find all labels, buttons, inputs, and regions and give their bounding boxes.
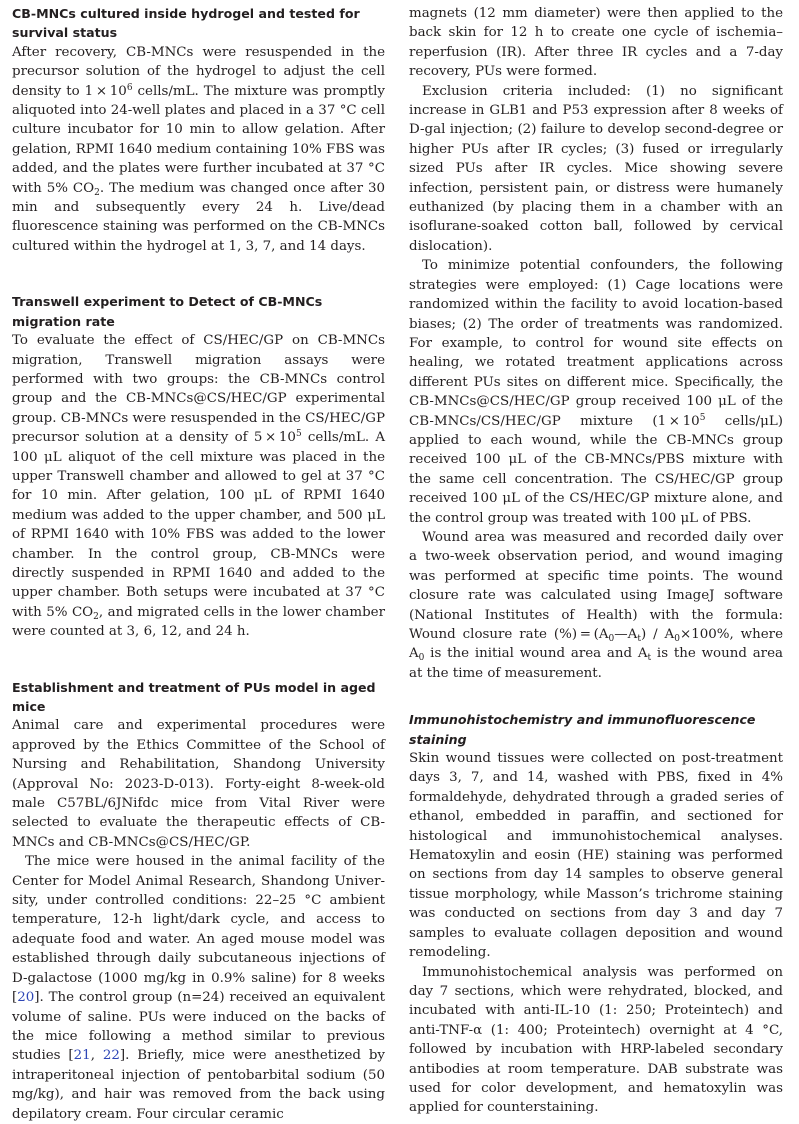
paragraph-exclusion-criteria: Exclusion criteria included: (1) no significant increase in GLB1 and P53 expression after 8 weeks of D-gal injection; (2) failure to develop second-degree or higher PUs after IR cycles; (3) fused or irregularly sized PUs after IR cycles. Mice showing severe infection, persistent pain, or distress were humanely euthanized (by placing them in a chamber with an isoflurane-soaked cotton ball, followed by cervical dislocation).	[409, 83, 783, 254]
section-heading-hydrogel-culture: CB-MNCs cultured inside hydrogel and tested for survival status	[12, 6, 360, 41]
citation-link-22[interactable]: 22	[102, 1048, 120, 1064]
paragraph-transwell: To evaluate the effect of CS/HEC/GP on CB-MNCs migration, Transwell migration assays were performed with two groups: the CB-MNCs control group and the CB-MNCs@CS/HEC/GP experimental group. CB-MNCs were resuspended in the CS/HEC/GP precursor solution at a density of $5 \times 10^5$ cells/mL. A 100 μL aliquot of the cell mixture was placed in the upper Transwell chamber and allowed to gel at 37 °C for 10 min. After gelation, 100 μL of RPMI 1640 medium was added to the upper chamber, and 500 μL of RPMI 1640 with 10% FBS was added to the lower chamber. In the control group, CB-MNCs were directly suspended in RPMI 1640 and added to the upper chamber. Both setups were incubated at 37 °C with 5% $CO_2$, and migrated cells in the lower chamber were counted at 3, 6, 12, and 24 h.	[12, 333, 386, 640]
section-heading-transwell: Transwell experiment to Detect of CB-MNCs migration rate	[12, 294, 323, 329]
paragraph-ihc-analysis: Immunohistochemical analysis was performed on day 7 sections, which were rehydrated, blocked, and incubated with anti-IL-10 (1: 250; Proteintech) and anti-TNF-α (1: 400; Proteintech) overnight at 4 °C, followed by incubation with HRP-labeled secondary antibodies at room temperature. DAB substrate was used for color development, and hematoxylin was applied for counterstaining.	[409, 964, 783, 1116]
paragraph-confounders: To minimize potential confounders, the following strategies were employed: (1) Cage locations were randomized within the facility to avoid location-based biases; (2) The order of treatments was randomized. For example, to control for wound site effects on healing, we rotated treatment applications across different PUs sites on different mice. Specifically, the CB-MNCs@CS/HEC/GP group received 100 μL of the CB-MNCs/CS/HEC/GP mixture ($1 \times 10^5$ cells/μL) applied to each wound, while the CB-MNCs group received 100 μL of the CB-MNCs/PBS mixture with the same cell concentration. The CS/HEC/GP group received 100 μL of the CS/HEC/GP mixture alone, and the control group was treated with 100 μL of PBS.	[409, 258, 783, 526]
paragraph-tissue-processing: Skin wound tissues were collected on post-treatment days 3, 7, and 14, washed with PBS, fixed in 4% formaldehyde, dehydrated through a graded series of ethanol, embedded in paraffin, and sectioned for histological and immunohistochemical analyses. Hematoxylin and eosin (HE) staining was performed on sections from day 14 samples to observe general tissue morphology, while Masson’s trichrome staining was conducted on sections from day 3 and day 7 samples to evaluate collagen deposition and wound remodeling.	[409, 751, 783, 961]
section-heading-immunostaining: Immunohistochemistry and immunofluorescence staining	[409, 712, 756, 747]
paragraph-ethics: Animal care and experimental procedures were approved by the Ethics Committee of the School of Nursing and Rehabilitation, Shandong University (Approval No: 2023-D-013). Forty-eight 8-week-old male C57BL/6JNifdc mice from Vital River were selected to evaluate the therapeutic effects of CB-MNCs and CB-MNCs@CS/HEC/GP.	[12, 718, 385, 850]
paragraph-housing: The mice were housed in the animal facility of the Center for Model Animal Research, Shandong University, under controlled conditions: 22–25 °C ambient temperature, 12-h light/dark cycle, and access to adequate food and water. An aged mouse model was established through daily subcutaneous injections of D-galactose (1000 mg/kg in 0.9% saline) for 8 weeks [20]. The control group (n=24) received an equivalent volume of saline. PUs were induced on the backs of the mice following a method similar to previous studies [21, 22]. Briefly, mice were anesthetized by intraperitoneal injection of pentobarbital sodium (50 mg/kg), and hair was removed from the back using depilatory cream. Four circular ceramic	[12, 854, 385, 1122]
section-heading-pus-model: Establishment and treatment of PUs model in aged mice	[12, 679, 376, 714]
paragraph-magnets: magnets (12 mm diameter) were then applied to the back skin for 12 h to create one cycle of ischemia–reperfusion (IR). After three IR cycles and a 7-day recovery, PUs were formed.	[409, 6, 783, 80]
right-column	[409, 4, 783, 1118]
left-column	[12, 4, 385, 1124]
paragraph-wound-closure: Wound area was measured and recorded daily over a two-week observation period, and wound imaging was performed at specific time points. The wound closure rate was calculated using ImageJ software (National Institutes of Health) with the formula: Wound closure rate (%) = $(A_0—A_t) / A_0\times 100\%$, where $A_0$ is the initial wound area and $A_t$ is the wound area at the time of measurement.	[409, 529, 783, 681]
citation-link-21[interactable]: 21	[73, 1048, 91, 1064]
citation-link-20[interactable]: 20	[17, 990, 35, 1006]
paragraph-hydrogel-culture: After recovery, CB-MNCs were resuspended in the precursor solution of the hydrogel to adjust the cell density to $1 \times 10^6$ cells/mL. The mixture was promptly aliquoted into 24-well plates and placed in a 37 °C cell culture incubator for 10 min to allow gelation. After gelation, RPMI 1640 medium containing 10% FBS was added, and the plates were further incubated at 37 °C with 5% $CO_2$. The medium was changed once after 30 min and subsequently every 24 h. Live/dead fluorescence staining was performed on the CB-MNCs cultured within the hydrogel at 1, 3, 7, and 14 days.	[12, 44, 386, 254]
